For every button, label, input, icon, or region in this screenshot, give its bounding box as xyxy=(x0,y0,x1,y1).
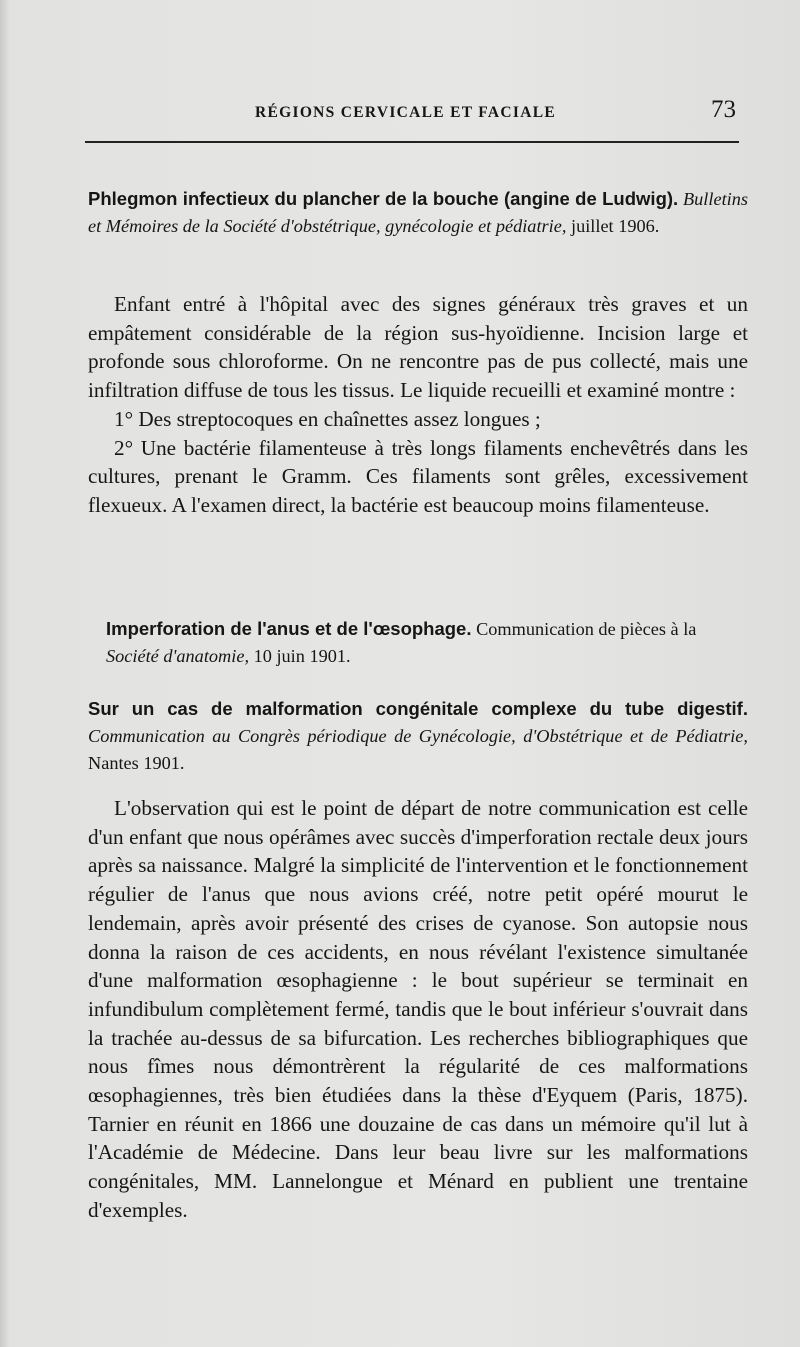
entry-date: 10 juin 1901. xyxy=(253,646,351,666)
running-title: RÉGIONS CERVICALE ET FACIALE xyxy=(255,104,556,121)
entry-source: Communication au Congrès périodique de Gynécologie, d'Obstétrique et de Pédiatrie, xyxy=(88,726,748,746)
header-rule xyxy=(85,141,739,143)
abstract-1 xyxy=(88,290,748,520)
entry-date: juillet 1906. xyxy=(570,216,660,236)
entry-title: Imperforation de l'anus et de l'œsophage. xyxy=(106,618,472,639)
page-header xyxy=(0,96,800,136)
entry-source: Bulletins et Mémoires de la Société d'obstétrique, gynécologie et pédiatrie, xyxy=(88,189,748,236)
abstract-2 xyxy=(88,794,748,1225)
bibliography-entry-3 xyxy=(88,695,748,777)
entry-source: Société d'anatomie, xyxy=(106,646,250,666)
list-item: 2° Une bactérie filamenteuse à très longs filaments enchevêtrés dans les cultures, prenant le Gramm. Ces filaments sont grêles, excessivement flexueux. A l'examen direct, la bactérie est beaucoup moins filamenteuse. xyxy=(88,435,748,517)
abstract-paragraph: L'observation qui est le point de départ de notre communication est celle d'un enfant que nous opérâmes avec succès d'imperforation rectale deux jours après sa naissance. Malgré la simplicité de l'intervention et le fonctionnement régulier de l'anus que nous avions créé, notre petit opéré mourut le lendemain, après avoir présenté des crises de cyanose. Son autopsie nous donna la raison de ces accidents, en nous révélant l'existence simultanée d'une malformation œsophagienne : le bout supérieur se terminait en infundibulum complètement fermé, tandis que le bout inférieur s'ouvrait dans la trachée au-dessus de sa bifurcation. Les recherches bibliographiques que nous fîmes nous démontrèrent la régularité de ces malformations œsophagiennes, très bien étudiées dans la thèse d'Eyquem (Paris, 1875). Tarnier en réunit en 1866 une douzaine de cas dans un mémoire qu'il lut à l'Académie de Médecine. Dans leur beau livre sur les malformations congénitales, MM. Lannelongue et Ménard en publient une trentaine d'exemples. xyxy=(88,796,748,1222)
entry-date: Nantes 1901. xyxy=(88,753,185,773)
page-number: 73 xyxy=(711,96,736,123)
bibliography-entry-1 xyxy=(88,185,748,240)
bibliography-entry-2 xyxy=(106,615,726,670)
list-item: 1° Des streptocoques en chaînettes assez longues ; xyxy=(114,406,541,431)
entry-title: Sur un cas de malformation congénitale complexe du tube digestif. xyxy=(88,698,748,719)
abstract-paragraph: Enfant entré à l'hôpital avec des signes généraux très graves et un empâtement considérable de la région sus-hyoïdienne. Incision large et profonde sous chloroforme. On ne rencontre pas de pus collecté, mais une infiltration diffuse de tous les tissus. Le liquide recueilli et examiné montre : xyxy=(88,292,748,403)
entry-text: Communication de pièces à la xyxy=(476,619,697,639)
entry-title: Phlegmon infectieux du plancher de la bouche (angine de Ludwig). xyxy=(88,188,679,209)
